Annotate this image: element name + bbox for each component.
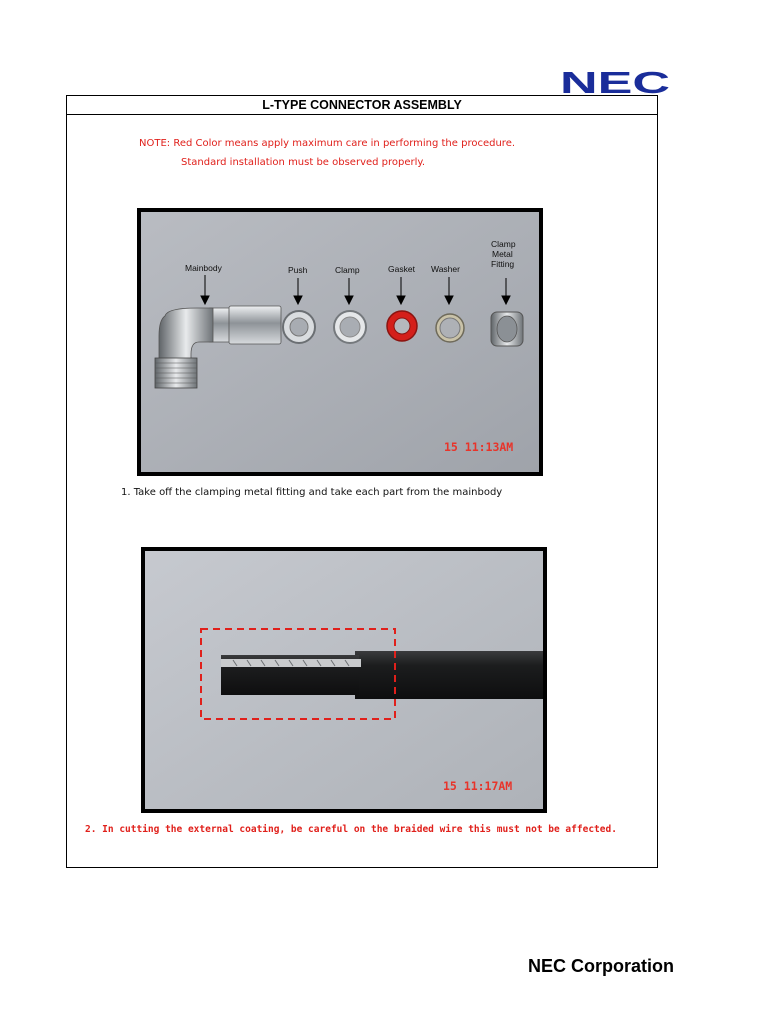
timestamp-2: 15 11:17AM bbox=[443, 779, 513, 793]
note-line-2: Standard installation must be observed properly. bbox=[181, 157, 426, 168]
document-frame bbox=[66, 95, 658, 868]
clamp-ring bbox=[334, 311, 366, 343]
label-clamp-metal-fitting-3: Fitting bbox=[491, 259, 515, 269]
label-mainbody: Mainbody bbox=[185, 263, 222, 273]
gasket-ring bbox=[387, 311, 417, 341]
coaxial-cable bbox=[221, 651, 543, 699]
document-title: L-TYPE CONNECTOR ASSEMBLY bbox=[67, 96, 657, 115]
label-washer: Washer bbox=[431, 264, 460, 274]
label-clamp: Clamp bbox=[335, 265, 360, 275]
label-push: Push bbox=[288, 265, 308, 275]
label-clamp-metal-fitting-2: Metal bbox=[492, 249, 513, 259]
footer-company: NEC Corporation bbox=[528, 956, 674, 976]
logo-text: NEC bbox=[560, 65, 670, 100]
push-ring bbox=[283, 311, 315, 343]
label-gasket: Gasket bbox=[388, 264, 415, 274]
parts-photo bbox=[137, 208, 543, 476]
step2-caption: 2. In cutting the external coating, be careful on the braided wire this must not be affected. bbox=[85, 824, 617, 835]
washer-ring bbox=[436, 314, 464, 342]
note-line-1: NOTE: Red Color means apply maximum care in performing the procedure. bbox=[139, 138, 516, 149]
clamp-metal-fitting bbox=[491, 312, 523, 346]
cable-photo bbox=[141, 547, 547, 813]
timestamp-1: 15 11:13AM bbox=[444, 440, 514, 454]
step1-caption: 1. Take off the clamping metal fitting and take each part from the mainbody bbox=[121, 487, 503, 498]
label-clamp-metal-fitting-1: Clamp bbox=[491, 239, 516, 249]
